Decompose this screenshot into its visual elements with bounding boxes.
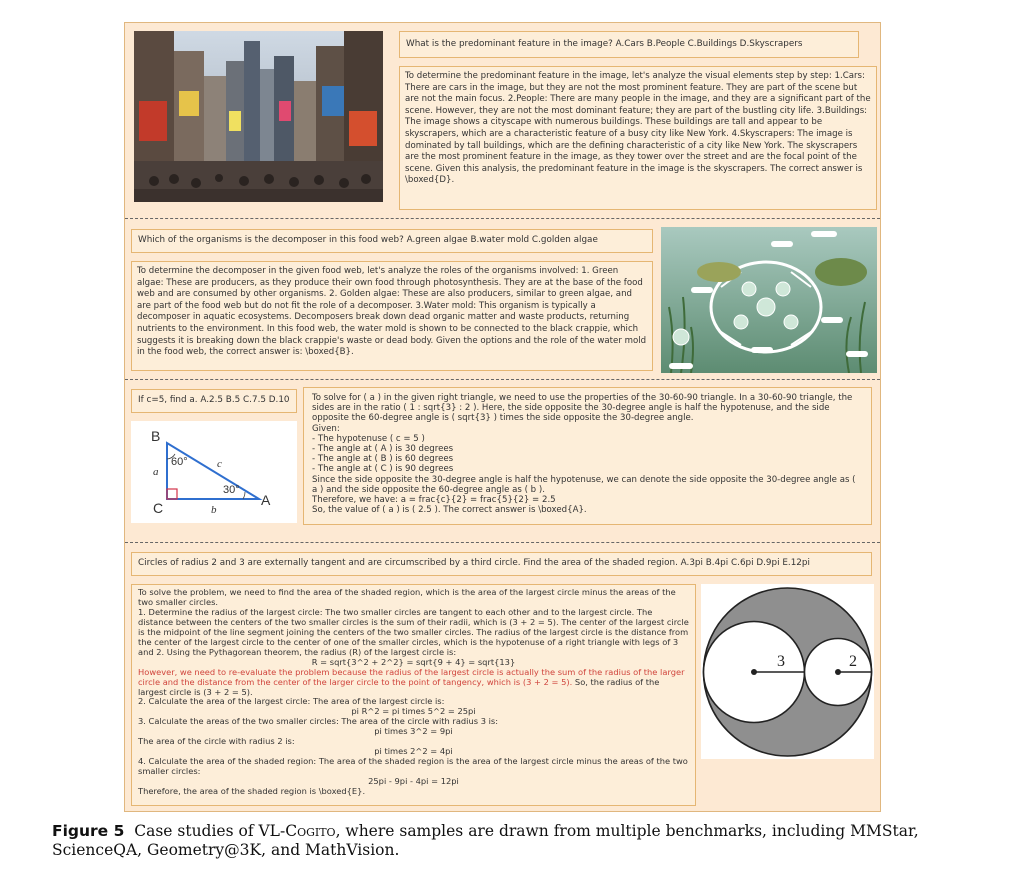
case2-answer [131,261,653,371]
right-triangle-diagram [131,421,297,523]
figure-caption [52,822,982,860]
case3-line: Therefore, we have: a = frac{c}{2} = frac{5}{2} = 2.5 [312,495,556,506]
case4-paragraph: To solve the problem, we need to find the area of the shaded region, which is the area of the largest circle minus the areas of the two smaller circles. [138,587,676,607]
case2-question-text: Which of the organisms is the decomposer in this food web? A.green algae B.water mold C.golden algae [138,235,598,246]
case4-question-text: Circles of radius 2 and 3 are externally tangent and are circumscribed by a third circle. Find the area of the shaded region. A.3pi B.4pi C.6pi D.9pi E.12pi [138,558,810,569]
vertex-label-b: B [151,428,161,444]
case3-line: - The hypotenuse ( c = 5 ) [312,433,425,444]
food-web-diagram [661,227,877,373]
section-divider [125,218,880,219]
case3-line: - The angle at ( A ) is 30 degrees [312,444,454,455]
vertex-label-a: A [261,492,271,508]
model-name: VL-Cogito [258,822,336,840]
case3-line: Given: [312,423,340,434]
case4-equation: pi times 3^2 = 9pi [374,726,453,737]
case4-paragraph: 2. Calculate the area of the largest circle: The area of the largest circle is: [138,696,445,707]
case3-question [131,389,297,413]
case3-line: - The angle at ( C ) is 90 degrees [312,464,454,475]
case1-question [399,31,859,58]
radius-label-3: 3 [777,653,785,670]
case4-text: So, the radius of the largest circle is (3 + 2 = 5). [138,676,660,697]
case3-line: Since the side opposite the 30-degree angle is half the hypotenuse, we can denote the side opposite the 30-degree angle as ( a ) and the side opposite the 60-degree angle as ( b ). [312,474,856,495]
case3-answer [303,387,872,525]
case3-line: To solve for ( a ) in the given right triangle, we need to use the properties of the 30-60-90 triangle. In a 30-60-90 triangle, the sides are in the ratio ( 1 : sqrt{3} : 2 ). Here, the side opposite the 30-degree angle is half the hypotenuse, and the side opposite the 60-degree angle is ( sqrt{3} ) times the side opposite the 30-degree angle. [312,393,853,424]
case4-paragraph [138,668,689,698]
side-label-c: c [217,458,222,470]
case4-equation: pi R^2 = pi times 5^2 = 25pi [351,706,476,717]
caption-text: Case studies of [134,822,259,840]
vertex-label-c: C [153,500,164,516]
circles-diagram [701,584,874,759]
side-label-b: b [211,504,217,516]
case4-equation: 25pi - 9pi - 4pi = 12pi [368,776,459,787]
case4-equation: R = sqrt{3^2 + 2^2} = sqrt{9 + 4} = sqrt{13} [311,656,516,667]
angle-label-60: 60° [171,456,188,468]
case1-question-text: What is the predominant feature in the image? A.Cars B.People C.Buildings D.Skyscrapers [406,38,803,49]
case2-question [131,229,653,253]
case1-answer-text: To determine the predominant feature in the image, let's analyze the visual elements step by step: 1.Cars: There are cars in the image, but they are not the most prominent feature. They are part of the scene but are not the main focus. 2.People: There are many people in the image, and they are a significant part of the scene. However, they are not the most dominant feature; they are part of the bustling city life. 3.Buildings: The image shows a cityscape with numerous buildings. These buildings are tall and appear to be skyscrapers, which are a characteristic feature of a busy city like New York. 4.Skyscrapers: The image is dominated by tall buildings, which are the defining characteristic of a city like New York. The skyscrapers are the most prominent feature in the image, as they tower over the street and are the focal point of the scene. Given this analysis, the predominant feature in the image is the skyscrapers. The correct answer is \boxed{D}. [405,71,871,186]
radius-label-2: 2 [849,653,857,670]
case4-question [131,552,872,576]
case4-paragraph: 3. Calculate the areas of the two smaller circles: The area of the circle with radius 3 is: [138,716,499,727]
case3-line: So, the value of ( a ) is ( 2.5 ). The correct answer is \boxed{A}. [312,505,587,516]
section-divider [125,379,880,380]
case4-paragraph: The area of the circle with radius 2 is: [138,736,295,747]
section-divider [125,542,880,543]
case4-paragraph: Therefore, the area of the shaded region is \boxed{E}. [138,786,366,797]
case1-answer [399,66,877,210]
city-street-photo [134,31,383,202]
caption-text: , where samples are drawn from multiple benchmarks, including MMStar, ScienceQA, Geometry@3K, and MathVision. [52,822,919,859]
side-label-a: a [153,466,159,478]
case3-question-text: If c=5, find a. A.2.5 B.5 C.7.5 D.10 [138,395,290,406]
case2-answer-text: To determine the decomposer in the given food web, let's analyze the roles of the organisms involved: 1. Green algae: These are producers, as they produce their own food through photosynthesis. They are at the base of the food web and are consumed by other organisms. 2. Golden algae: These are also producers, similar to green algae, and are part of the food web but do not fit the role of a decomposer. 3.Water mold: This organism is typically a decomposer in aquatic ecosystems. Decomposers break down dead organic matter and waste products, returning nutrients to the environment. In this food web, the water mold is shown to be connected to the black crappie, which suggests it is breaking down the black crappie's waste or dead body. Given the options and the role of the water mold in the food web, the correct answer is: \boxed{B}. [137,266,647,358]
figure-label: Figure 5 [52,822,125,840]
case4-paragraph: 4. Calculate the area of the shaded region: The area of the shaded region is the area of the largest circle minus the areas of the two smaller circles: [138,756,688,777]
case4-paragraph: 1. Determine the radius of the largest circle: The two smaller circles are tangent to each other and to the largest circle. The distance between the centers of the two smaller circles is the sum of their radii, which is (3 + 2 = 5). The center of the largest circle is the midpoint of the line segment joining the centers of the two smaller circles. The radius of the largest circle is the distance from the center of the largest circle to the center of one of the smaller circles, which is the hypotenuse of a right triangle with legs of 3 and 2. Using the Pythagorean theorem, the radius (R) of the largest circle is: [138,606,689,657]
case4-answer [131,584,696,806]
angle-label-30: 30° [223,484,240,496]
case4-equation: pi times 2^2 = 4pi [374,746,453,757]
case3-line: - The angle at ( B ) is 60 degrees [312,454,454,465]
case-study-figure [124,22,881,812]
case4-highlighted-text: However, we need to re-evaluate the problem because the radius of the largest circle is actually the sum of the radius of the larger circle and the distance from the center of the larger circle to the point of tangency, which is (3 + 2 = 5). [138,666,685,687]
